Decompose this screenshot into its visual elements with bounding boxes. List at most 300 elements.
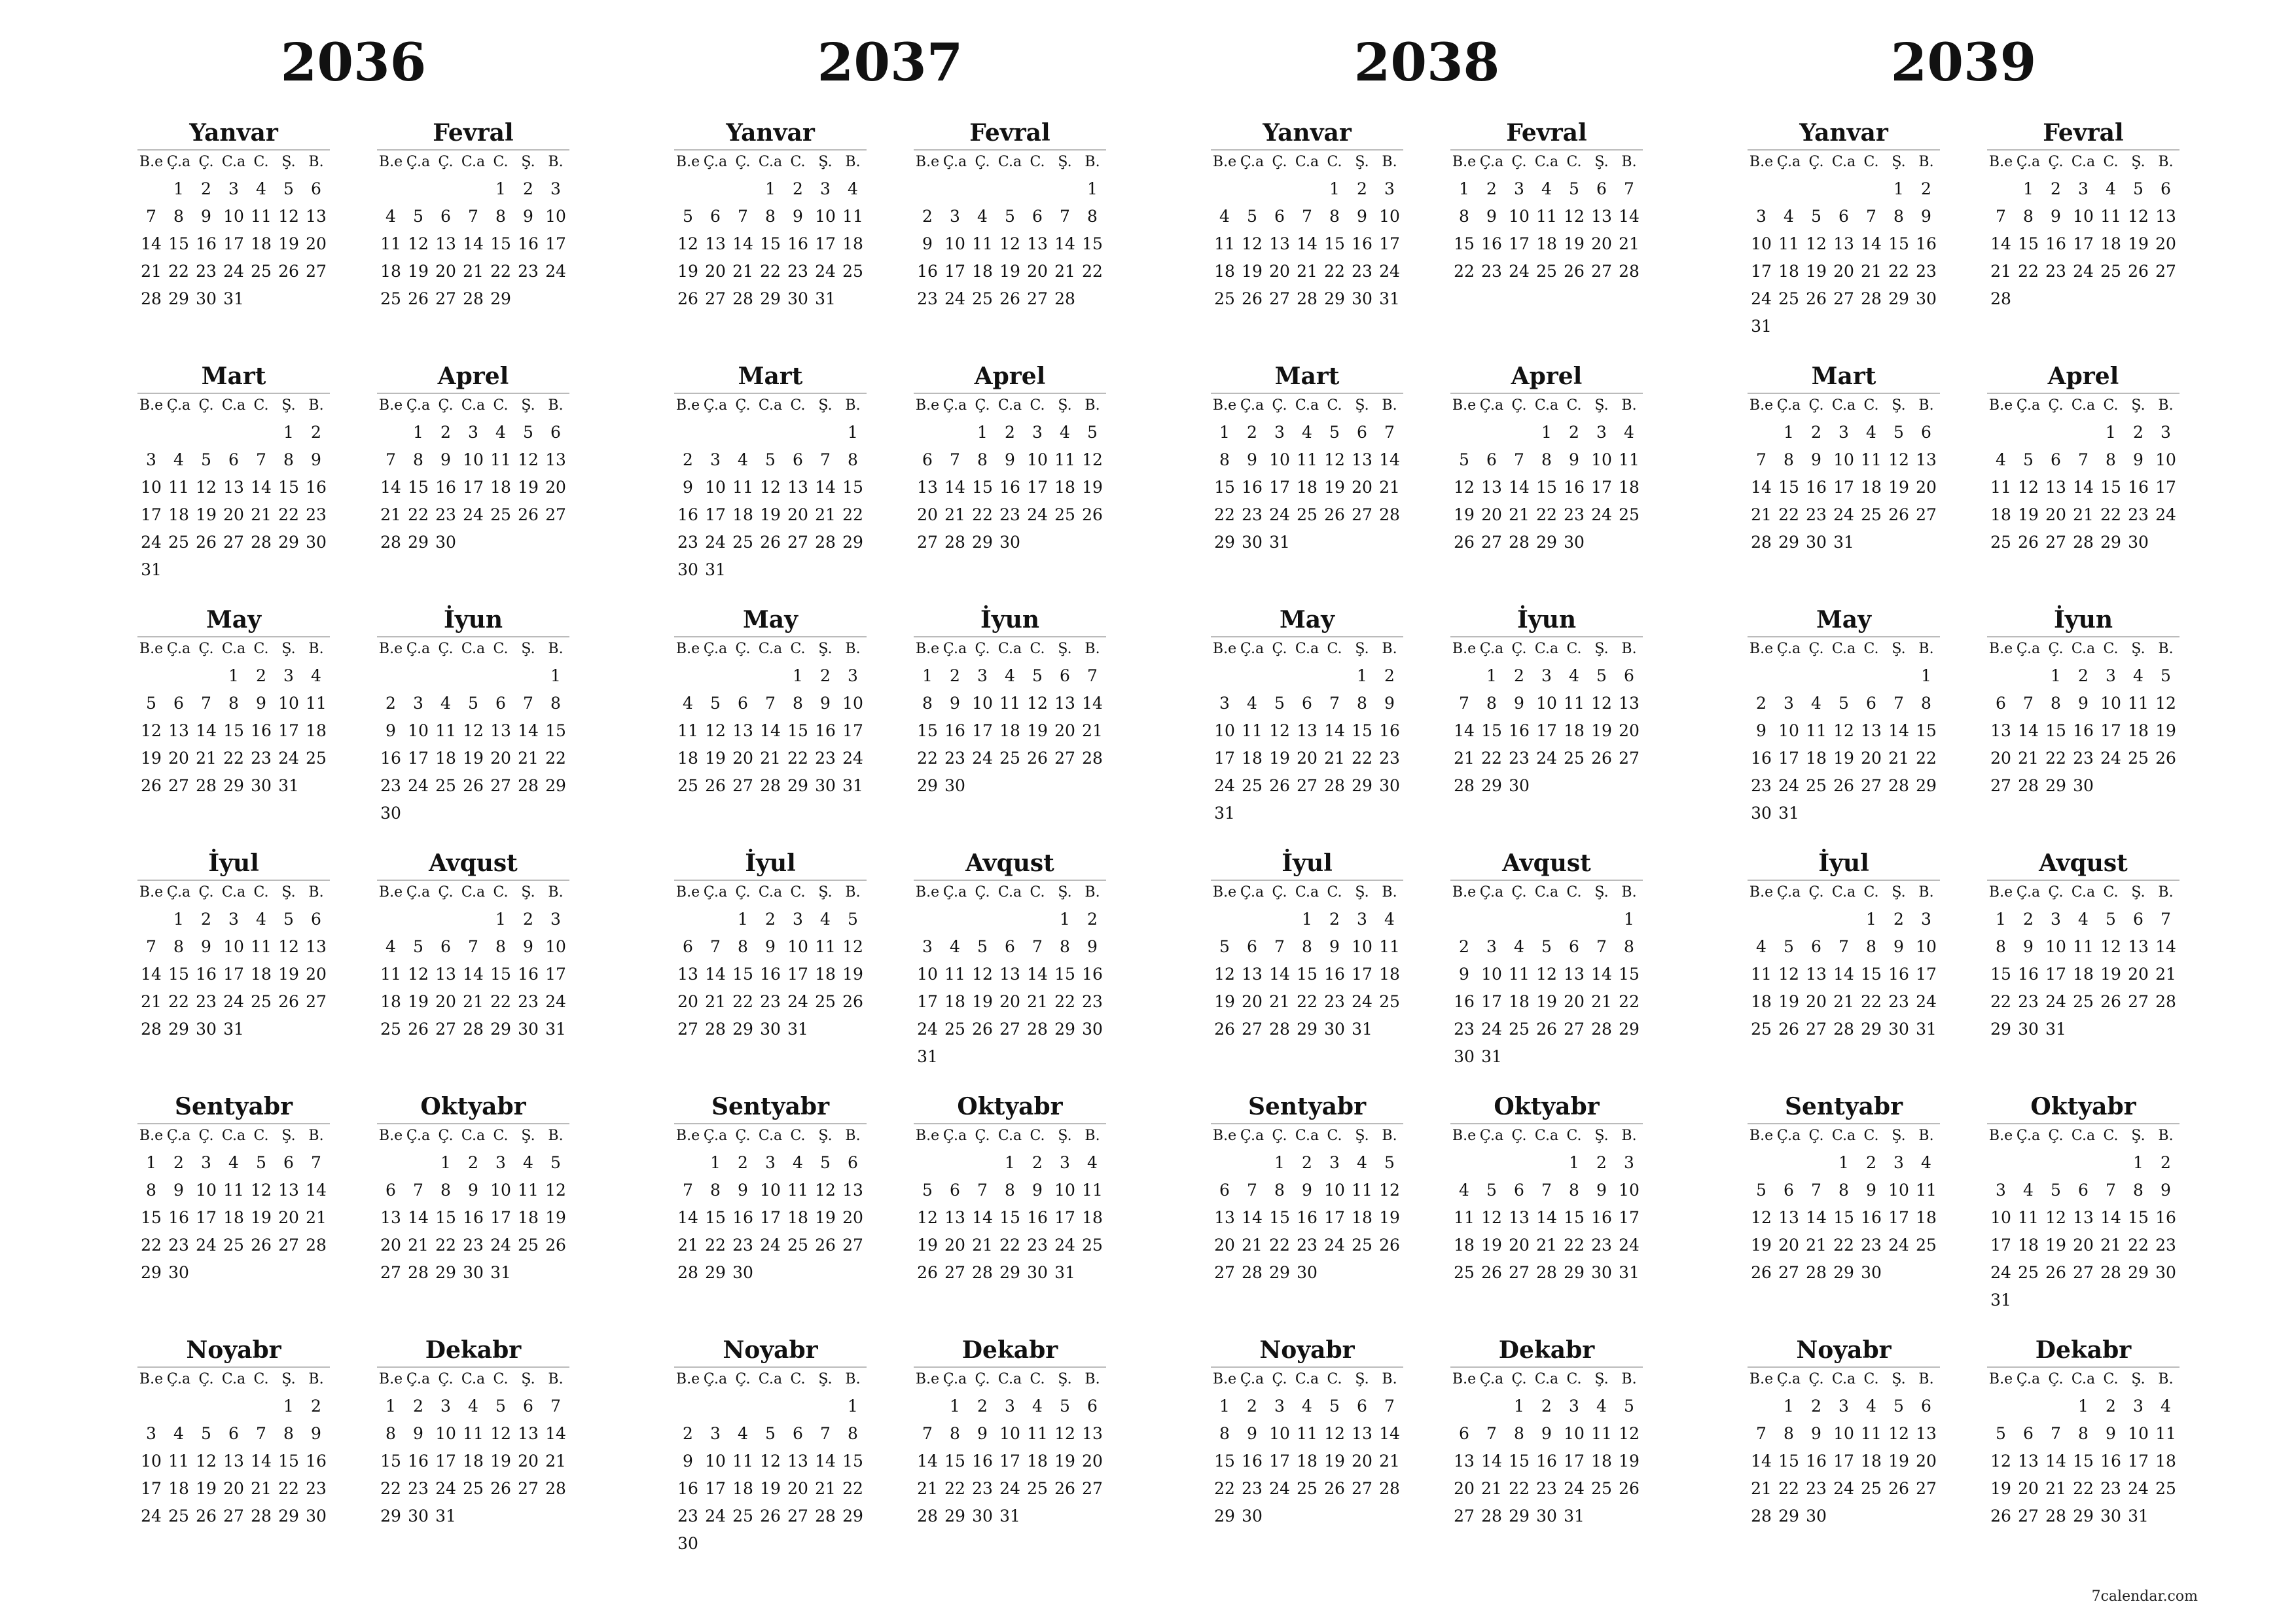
weekday-header [674, 880, 867, 906]
weekday-label: Ç. [975, 154, 990, 170]
weekday-label: B.e [1452, 884, 1477, 901]
day-cell: 9 [738, 1181, 748, 1200]
day-cell: 21 [380, 505, 401, 524]
day-cell: 28 [944, 533, 965, 552]
day-cell: 27 [2128, 992, 2149, 1011]
day-cell: 31 [999, 1507, 1020, 1525]
day-cell: 8 [1219, 450, 1230, 469]
weekday-label: C. [493, 884, 509, 901]
day-cell: 19 [842, 965, 863, 984]
day-cell: 11 [1242, 721, 1263, 740]
day-cell: 15 [1509, 1452, 1530, 1471]
day-cell: 8 [1569, 1181, 1579, 1200]
weekday-label: Ç.a [2016, 1371, 2041, 1387]
day-cell: 16 [2100, 1452, 2121, 1471]
day-cell: 12 [1564, 207, 1585, 226]
day-cell: 9 [1893, 937, 1904, 956]
day-cell: 11 [1509, 965, 1530, 984]
day-cell: 1 [848, 1397, 858, 1416]
day-cell: 3 [793, 910, 803, 929]
day-cell: 11 [972, 234, 993, 253]
day-cell: 26 [196, 1507, 217, 1525]
day-cell: 25 [1591, 1479, 1612, 1498]
day-cell: 18 [380, 262, 401, 281]
weekday-label: Ç.a [406, 884, 431, 901]
day-cell: 27 [842, 1236, 863, 1255]
day-cell: 19 [1591, 721, 1612, 740]
day-cell: 1 [228, 666, 239, 685]
weekday-label: Ç. [198, 154, 214, 170]
month-block [1748, 847, 1940, 1090]
day-cell: 26 [2045, 1263, 2066, 1282]
day-cell: 17 [141, 505, 162, 524]
weekday-header [137, 149, 330, 175]
weekday-label: Ş. [1355, 641, 1369, 657]
day-cell: 22 [168, 262, 189, 281]
day-cell: 15 [490, 965, 511, 984]
day-grid [1748, 906, 1940, 1043]
weekday-label: C.a [221, 641, 246, 657]
day-cell: 21 [1619, 234, 1640, 253]
day-cell: 10 [760, 1181, 781, 1200]
day-cell: 3 [440, 1397, 451, 1416]
day-cell: 3 [1596, 423, 1607, 442]
day-cell: 12 [1324, 1424, 1345, 1443]
weekday-label: Ç.a [703, 884, 728, 901]
day-cell: 28 [251, 1507, 272, 1525]
day-cell: 27 [1591, 262, 1612, 281]
day-cell: 7 [1060, 207, 1070, 226]
day-cell: 20 [1454, 1479, 1475, 1498]
weekday-label: C.a [461, 641, 486, 657]
day-cell: 24 [1509, 262, 1530, 281]
day-grid [1987, 906, 2179, 1043]
day-cell: 1 [1219, 423, 1230, 442]
day-cell: 23 [168, 1236, 189, 1255]
day-cell: 17 [545, 234, 566, 253]
day-cell: 31 [815, 289, 836, 308]
day-cell: 27 [545, 505, 566, 524]
day-cell: 5 [2161, 666, 2171, 685]
day-cell: 25 [2100, 262, 2121, 281]
weekday-label: Ç. [735, 1371, 751, 1387]
day-cell: 27 [1916, 1479, 1937, 1498]
day-cell: 12 [1751, 1208, 1772, 1227]
day-cell: 14 [2018, 721, 2039, 740]
day-cell: 4 [1087, 1153, 1098, 1172]
day-cell: 2 [738, 1153, 748, 1172]
day-cell: 17 [1379, 234, 1400, 253]
day-cell: 14 [463, 965, 484, 984]
weekday-header [674, 393, 867, 419]
day-cell: 11 [223, 1181, 244, 1200]
weekday-label: C. [2103, 1128, 2119, 1144]
day-cell: 18 [168, 1479, 189, 1498]
weekday-label: C.a [221, 884, 246, 901]
month-block [914, 603, 1106, 847]
weekday-label: B. [1918, 154, 1934, 170]
day-cell: 31 [842, 776, 863, 795]
day-cell: 22 [842, 1479, 863, 1498]
day-cell: 25 [732, 533, 753, 552]
day-cell: 13 [435, 965, 456, 984]
day-cell: 5 [1811, 207, 1821, 226]
weekday-label: C.a [1831, 397, 1856, 414]
day-cell: 17 [2155, 478, 2176, 497]
month-title: Oktyabr [957, 1093, 1063, 1120]
day-cell: 9 [1811, 450, 1821, 469]
day-cell: 12 [278, 207, 299, 226]
weekday-label: Ç.a [703, 641, 728, 657]
month-block [137, 116, 330, 360]
day-cell: 29 [2073, 1507, 2094, 1525]
weekday-label: B. [1621, 884, 1637, 901]
month-block [1450, 1334, 1643, 1577]
day-cell: 21 [1454, 749, 1475, 768]
day-cell: 16 [1324, 965, 1345, 984]
day-cell: 20 [1269, 262, 1290, 281]
day-cell: 10 [1269, 1424, 1290, 1443]
day-cell: 3 [1357, 910, 1367, 929]
day-cell: 6 [1784, 1181, 1794, 1200]
day-cell: 7 [1624, 179, 1634, 198]
weekday-label: C.a [2071, 884, 2096, 901]
day-cell: 25 [1214, 289, 1235, 308]
day-cell: 8 [228, 694, 239, 713]
day-cell: 30 [1242, 533, 1263, 552]
weekday-label: C. [790, 1128, 806, 1144]
day-cell: 6 [710, 207, 721, 226]
day-cell: 13 [168, 721, 189, 740]
day-grid [674, 662, 867, 800]
day-cell: 2 [683, 1424, 693, 1443]
day-cell: 1 [1486, 666, 1497, 685]
weekday-label: Ç. [1511, 884, 1527, 901]
day-cell: 2 [793, 179, 803, 198]
day-cell: 8 [283, 450, 294, 469]
day-cell: 26 [705, 776, 726, 795]
day-cell: 8 [1624, 937, 1634, 956]
day-cell: 14 [518, 721, 539, 740]
weekday-label: B.e [1988, 397, 2013, 414]
weekday-label: Ç. [735, 641, 751, 657]
weekday-label: Ş. [2131, 884, 2145, 901]
day-cell: 15 [1214, 1452, 1235, 1471]
month-title: Fevral [1506, 119, 1587, 147]
day-cell: 4 [977, 207, 988, 226]
day-cell: 7 [1384, 423, 1395, 442]
weekday-header [1748, 636, 1940, 662]
day-cell: 1 [550, 666, 561, 685]
day-cell: 18 [999, 721, 1020, 740]
weekday-label: Ç.a [2016, 884, 2041, 901]
day-cell: 31 [545, 1020, 566, 1039]
day-cell: 7 [820, 450, 831, 469]
weekday-label: Ş. [281, 884, 296, 901]
day-cell: 27 [1564, 1020, 1585, 1039]
day-cell: 17 [1778, 749, 1799, 768]
day-cell: 6 [1486, 450, 1497, 469]
day-cell: 23 [463, 1236, 484, 1255]
weekday-label: B. [2158, 1128, 2174, 1144]
weekday-label: C. [1327, 1371, 1342, 1387]
weekday-label: B. [1382, 1371, 1397, 1387]
day-cell: 2 [1893, 910, 1904, 929]
day-cell: 19 [1888, 478, 1909, 497]
day-cell: 14 [1379, 450, 1400, 469]
day-cell: 16 [1888, 965, 1909, 984]
day-cell: 14 [408, 1208, 429, 1227]
day-cell: 28 [518, 776, 539, 795]
day-cell: 3 [146, 450, 156, 469]
day-cell: 15 [435, 1208, 456, 1227]
weekday-label: Ç. [2048, 1128, 2064, 1144]
weekday-label: C. [1863, 1371, 1879, 1387]
day-cell: 24 [705, 1507, 726, 1525]
day-cell: 30 [677, 1534, 698, 1553]
day-cell: 15 [1778, 1452, 1799, 1471]
day-cell: 24 [760, 1236, 781, 1255]
weekday-label: B.e [1452, 1371, 1477, 1387]
day-cell: 23 [196, 262, 217, 281]
weekday-label: Ç.a [703, 1128, 728, 1144]
day-cell: 30 [463, 1263, 484, 1282]
day-cell: 8 [1893, 207, 1904, 226]
day-cell: 31 [1916, 1020, 1937, 1039]
weekday-label: B. [1085, 397, 1100, 414]
month-block [914, 1334, 1106, 1577]
month-title: Mart [201, 363, 266, 390]
day-cell: 26 [1027, 749, 1048, 768]
day-cell: 5 [1486, 1181, 1497, 1200]
day-cell: 13 [1027, 234, 1048, 253]
day-cell: 5 [1459, 450, 1469, 469]
day-cell: 29 [705, 1263, 726, 1282]
day-cell: 16 [1352, 234, 1372, 253]
weekday-header [914, 1123, 1106, 1149]
day-cell: 27 [1352, 1479, 1372, 1498]
day-cell: 24 [1536, 749, 1557, 768]
day-cell: 5 [283, 179, 294, 198]
day-cell: 22 [1536, 505, 1557, 524]
day-cell: 11 [251, 937, 272, 956]
day-cell: 21 [2045, 1479, 2066, 1498]
day-cell: 18 [1054, 478, 1075, 497]
day-cell: 2 [1302, 1153, 1312, 1172]
day-cell: 13 [1509, 1208, 1530, 1227]
weekday-label: B. [548, 641, 564, 657]
day-cell: 26 [1324, 505, 1345, 524]
weekday-header [377, 880, 569, 906]
day-cell: 10 [1536, 694, 1557, 713]
day-cell: 24 [1324, 1236, 1345, 1255]
weekday-label: C.a [1295, 397, 1319, 414]
weekday-header [1450, 149, 1643, 175]
day-cell: 23 [1297, 1236, 1318, 1255]
weekday-label: B. [1085, 884, 1100, 901]
month-block [377, 1334, 569, 1577]
day-cell: 22 [1352, 749, 1372, 768]
weekday-label: Ş. [1594, 1371, 1609, 1387]
day-cell: 9 [2133, 450, 2144, 469]
day-cell: 21 [944, 505, 965, 524]
month-title: Avqust [1502, 849, 1591, 877]
day-cell: 24 [2073, 262, 2094, 281]
weekday-label: Ç. [975, 1128, 990, 1144]
weekday-label: Ş. [1594, 884, 1609, 901]
day-cell: 20 [223, 505, 244, 524]
day-cell: 9 [256, 694, 266, 713]
day-cell: 31 [2128, 1507, 2149, 1525]
day-cell: 8 [173, 937, 184, 956]
weekday-label: B.e [1749, 397, 1774, 414]
day-cell: 24 [1054, 1236, 1075, 1255]
day-cell: 10 [435, 1424, 456, 1443]
weekday-label: B.e [675, 884, 700, 901]
weekday-label: Ç. [735, 1128, 751, 1144]
day-cell: 23 [2128, 505, 2149, 524]
year-title: 2038 [1354, 31, 1500, 93]
weekday-label: B. [1918, 397, 1934, 414]
day-cell: 15 [278, 1452, 299, 1471]
month-title: Fevral [2043, 119, 2124, 147]
day-cell: 6 [311, 179, 321, 198]
day-cell: 11 [815, 937, 836, 956]
day-cell: 16 [1861, 1208, 1882, 1227]
day-cell: 24 [141, 1507, 162, 1525]
day-cell: 15 [278, 478, 299, 497]
day-cell: 6 [386, 1181, 396, 1200]
weekday-label: B. [308, 1128, 324, 1144]
day-cell: 6 [1302, 694, 1312, 713]
weekday-label: B.e [1212, 154, 1237, 170]
month-grid-container [674, 116, 1106, 1577]
weekday-header [1748, 1366, 1940, 1393]
day-cell: 29 [168, 1020, 189, 1039]
weekday-header [674, 1366, 867, 1393]
weekday-header [674, 149, 867, 175]
day-grid [914, 1149, 1106, 1287]
day-cell: 19 [760, 1479, 781, 1498]
day-cell: 15 [141, 1208, 162, 1227]
day-cell: 21 [1269, 992, 1290, 1011]
day-cell: 31 [1990, 1291, 2011, 1310]
day-cell: 7 [1486, 1424, 1497, 1443]
day-cell: 28 [251, 533, 272, 552]
weekday-label: B. [845, 154, 861, 170]
weekday-label: Ş. [1355, 1128, 1369, 1144]
day-cell: 15 [2073, 1452, 2094, 1471]
day-cell: 20 [1481, 505, 1502, 524]
day-cell: 19 [518, 478, 539, 497]
day-cell: 26 [1454, 533, 1475, 552]
month-title: İyun [443, 606, 503, 633]
day-cell: 26 [1324, 1479, 1345, 1498]
day-cell: 24 [545, 992, 566, 1011]
day-cell: 12 [972, 965, 993, 984]
weekday-label: B. [2158, 154, 2174, 170]
day-cell: 20 [306, 234, 327, 253]
day-cell: 20 [1082, 1452, 1103, 1471]
weekday-label: Ç.a [942, 641, 967, 657]
day-cell: 14 [2100, 1208, 2121, 1227]
weekday-label: C.a [1295, 1128, 1319, 1144]
day-cell: 19 [1082, 478, 1103, 497]
day-cell: 23 [196, 992, 217, 1011]
weekday-label: Ş. [1892, 1128, 1906, 1144]
weekday-label: C.a [997, 884, 1022, 901]
day-cell: 17 [408, 749, 429, 768]
day-cell: 29 [732, 1020, 753, 1039]
weekday-label: C.a [1295, 641, 1319, 657]
day-cell: 10 [1833, 450, 1854, 469]
day-cell: 6 [848, 1153, 858, 1172]
day-cell: 14 [677, 1208, 698, 1227]
day-cell: 26 [545, 1236, 566, 1255]
weekday-label: Ç. [1272, 641, 1287, 657]
day-cell: 16 [677, 1479, 698, 1498]
day-cell: 17 [2073, 234, 2094, 253]
weekday-label: B.e [915, 1371, 940, 1387]
day-cell: 10 [223, 207, 244, 226]
day-cell: 22 [1916, 749, 1937, 768]
day-cell: 20 [168, 749, 189, 768]
day-cell: 27 [1352, 505, 1372, 524]
weekday-label: Ç.a [1776, 641, 1801, 657]
weekday-label: C.a [221, 1128, 246, 1144]
day-cell: 20 [278, 1208, 299, 1227]
day-cell: 21 [2073, 505, 2094, 524]
day-cell: 19 [1379, 1208, 1400, 1227]
day-grid [1987, 1149, 2179, 1314]
day-cell: 6 [1357, 1397, 1367, 1416]
year-title: 2036 [280, 31, 427, 93]
day-cell: 20 [2045, 505, 2066, 524]
weekday-label: B. [1918, 1371, 1934, 1387]
weekday-label: B. [1382, 641, 1397, 657]
weekday-label: C. [1566, 397, 1582, 414]
weekday-header [1450, 1366, 1643, 1393]
day-cell: 20 [518, 1452, 539, 1471]
day-cell: 27 [944, 1263, 965, 1282]
day-grid [1211, 1393, 1403, 1530]
weekday-label: Ç.a [166, 641, 191, 657]
weekday-label: B. [2158, 1371, 2174, 1387]
day-cell: 8 [495, 937, 506, 956]
day-cell: 4 [1996, 450, 2006, 469]
day-cell: 25 [972, 289, 993, 308]
weekday-label: C. [1566, 1371, 1582, 1387]
day-cell: 23 [999, 505, 1020, 524]
day-cell: 28 [732, 289, 753, 308]
weekday-label: B. [308, 641, 324, 657]
day-cell: 1 [922, 666, 933, 685]
day-cell: 14 [1379, 1424, 1400, 1443]
day-cell: 23 [2018, 992, 2039, 1011]
weekday-label: Ş. [281, 397, 296, 414]
day-cell: 4 [683, 694, 693, 713]
weekday-label: Ç. [1808, 884, 1824, 901]
weekday-label: C. [2103, 641, 2119, 657]
day-cell: 28 [1591, 1020, 1612, 1039]
day-cell: 1 [440, 1153, 451, 1172]
day-cell: 21 [1379, 478, 1400, 497]
day-cell: 21 [2100, 1236, 2121, 1255]
weekday-label: Ç. [1272, 1128, 1287, 1144]
day-cell: 9 [1921, 207, 1931, 226]
day-cell: 10 [1269, 450, 1290, 469]
day-cell: 1 [710, 1153, 721, 1172]
